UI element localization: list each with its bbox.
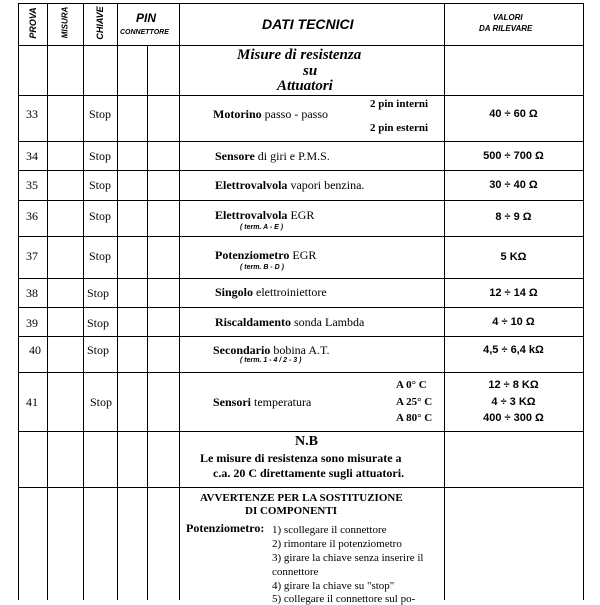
row-41-temp-25: A 25° C (396, 396, 433, 408)
row-39-desc: Riscaldamento sonda Lambda (215, 315, 365, 329)
row-33-key: Stop (89, 107, 112, 121)
row-33-number: 33 (26, 107, 38, 121)
row-33-pin-1: 2 pin interni (370, 98, 429, 110)
row-33-desc: Motorino passo - passo (213, 107, 328, 121)
avv-step-3b: connettore (272, 566, 319, 578)
vline-pin-mid (147, 45, 148, 600)
row-34-desc: Sensore di giri e P.M.S. (215, 149, 330, 163)
row-41-desc: Sensori temperatura (213, 395, 312, 409)
row-35-desc: Elettrovalvola vapori benzina. (215, 178, 365, 192)
avv-step-2: 2) rimontare il potenziometro (272, 538, 402, 550)
section-title-3: Attuatori (277, 78, 333, 94)
row-41-value-25: 4 ÷ 3 KΩ (491, 396, 536, 408)
nb-line-2: c.a. 20 C direttamente sugli attuatori. (213, 466, 405, 480)
row-36-desc: Elettrovalvola EGR (215, 208, 315, 222)
row-35-key: Stop (89, 178, 112, 192)
header-valori: VALORI (493, 13, 523, 22)
hline-39 (18, 336, 584, 337)
row-39-key: Stop (87, 316, 110, 330)
avv-title-1: AVVERTENZE PER LA SOSTITUZIONE (200, 492, 403, 504)
row-36-terminals: ( term. A - E ) (240, 224, 284, 231)
row-40-desc: Secondario bobina A.T. (213, 343, 330, 357)
row-36-number: 36 (26, 209, 38, 223)
row-36-key: Stop (89, 209, 112, 223)
row-40-terminals: ( term. 1 - 4 / 2 - 3 ) (240, 357, 302, 364)
nb-title: N.B (295, 434, 318, 449)
header-pin: PIN (136, 11, 157, 25)
header-prova: PROVA (28, 7, 38, 39)
row-35-value: 30 ÷ 40 Ω (489, 179, 538, 191)
row-40-number: 40 (29, 343, 41, 357)
vline-right (583, 3, 584, 600)
row-39-number: 39 (26, 316, 38, 330)
avv-title-2: DI COMPONENTI (245, 505, 337, 517)
row-38-desc: Singolo elettroiniettore (215, 285, 327, 299)
avv-step-4: 4) girare la chiave su "stop" (272, 580, 395, 592)
row-39-value: 4 ÷ 10 Ω (492, 316, 535, 328)
hline-section (18, 95, 584, 96)
avv-label: Potenziometro: (186, 521, 265, 535)
header-da-rilevare: DA RILEVARE (479, 24, 533, 33)
row-41-value-80: 400 ÷ 300 Ω (483, 412, 544, 424)
row-33-pin-2: 2 pin esterni (370, 122, 429, 134)
row-41-temp-80: A 80° C (396, 412, 433, 424)
hline-nb (18, 487, 584, 488)
row-37-number: 37 (26, 249, 38, 263)
hline-33 (18, 141, 584, 142)
hline-37 (18, 278, 584, 279)
header-connettore: CONNETTORE (120, 29, 169, 36)
hline-35 (18, 200, 584, 201)
hline-40 (18, 372, 584, 373)
row-41-number: 41 (26, 395, 38, 409)
vline-pin-right (179, 3, 180, 600)
row-40-value: 4,5 ÷ 6,4 kΩ (483, 344, 544, 356)
avv-step-3: 3) girare la chiave senza inserire il (272, 552, 424, 564)
row-41-key: Stop (90, 395, 113, 409)
avv-step-5: 5) collegare il connettore sul po- (272, 593, 416, 605)
row-34-key: Stop (89, 149, 112, 163)
hline-header (18, 45, 584, 46)
row-36-value: 8 ÷ 9 Ω (495, 211, 532, 223)
row-40-key: Stop (87, 343, 110, 357)
row-37-key: Stop (89, 249, 112, 263)
header-dati-tecnici: DATI TECNICI (262, 16, 354, 32)
hline-36 (18, 236, 584, 237)
nb-line-1: Le misure di resistenza sono misurate a (200, 451, 402, 465)
hline-34 (18, 170, 584, 171)
hline-38 (18, 307, 584, 308)
row-38-value: 12 ÷ 14 Ω (489, 287, 538, 299)
row-41-value-0: 12 ÷ 8 KΩ (488, 379, 539, 391)
row-37-value: 5 KΩ (500, 251, 527, 263)
row-37-desc: Potenziometro EGR (215, 248, 317, 262)
row-34-number: 34 (26, 149, 38, 163)
vline-misura (83, 3, 84, 600)
row-41-temp-0: A 0° C (396, 379, 427, 391)
vline-prova (47, 3, 48, 600)
vline-chiave (117, 3, 118, 600)
row-38-number: 38 (26, 286, 38, 300)
header-misura: MISURA (60, 6, 70, 39)
row-35-number: 35 (26, 178, 38, 192)
vline-left (18, 3, 19, 600)
section-title-2: su (303, 63, 318, 79)
section-title-1: Misure di resistenza (237, 47, 362, 63)
header-chiave: CHIAVE (95, 6, 105, 40)
hline-41 (18, 431, 584, 432)
row-37-terminals: ( term. B - D ) (240, 264, 284, 271)
avv-step-1: 1) scollegare il connettore (272, 524, 387, 536)
row-33-value: 40 ÷ 60 Ω (489, 108, 538, 120)
row-34-value: 500 ÷ 700 Ω (483, 150, 544, 162)
vline-dati (444, 3, 445, 600)
row-38-key: Stop (87, 286, 110, 300)
